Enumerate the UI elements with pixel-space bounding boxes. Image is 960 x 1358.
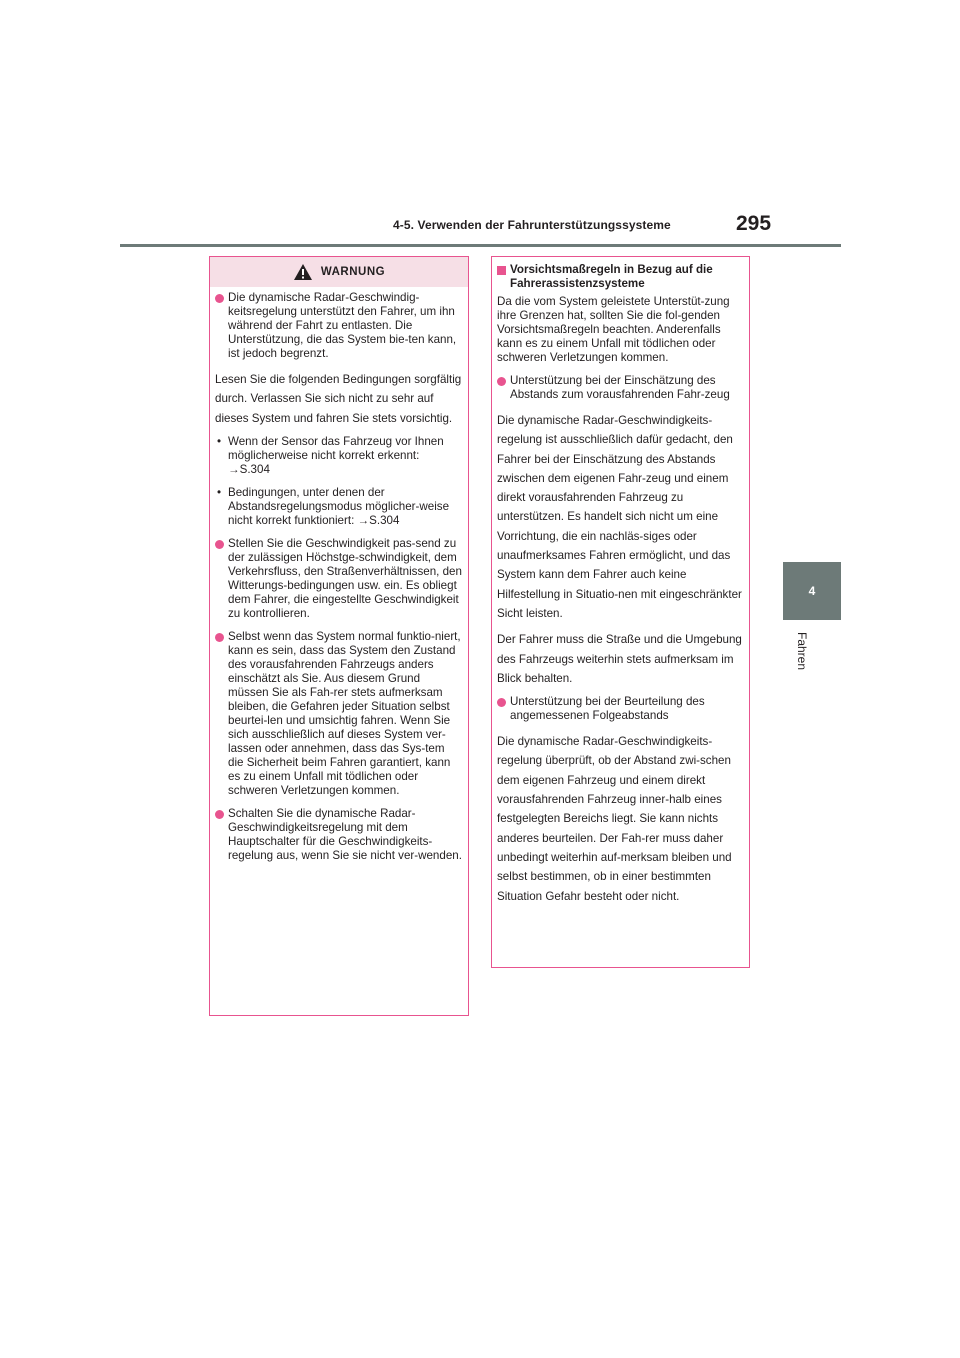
chapter-tab	[783, 562, 841, 620]
info-paragraph: Der Fahrer muss die Straße und die Umgebung des Fahrzeugs weiterhin stets aufmerksam im Blick behalten.	[497, 633, 742, 685]
header-rule	[120, 244, 841, 247]
sub-bullet-mark: •	[217, 434, 222, 448]
warning-sub-text: Bedingungen, unter denen der Abstandsregelungsmodus möglicher-weise nicht korrekt funktioniert: →S.304	[228, 485, 450, 527]
warning-content	[210, 287, 468, 863]
warning-title: WARNUNG	[320, 266, 386, 278]
page-number: 295	[736, 212, 772, 235]
warning-header	[210, 257, 468, 287]
info-paragraph: Die dynamische Radar-Geschwindigkeits-regelung überprüft, ob der Abstand zwi-schen dem eigenen Fahrzeug und einem direkt vorausfahrenden Fahrzeug inner-halb eines festgelegten Bereichs liegt. Sie kann nichts anderes beurteilen. Der Fah-rer muss daher unbedingt weiterhin auf-merksam bleiben und selbst bestimmen, ob in einer bestimmten Situation Gefahr besteht oder nicht.	[497, 735, 732, 903]
warning-bullet: Schalten Sie die dynamische Radar-Geschwindigkeitsregelung mit dem Hauptschalter für die Geschwindigkeits-regelung aus, wenn Sie sie nicht ver-wenden.	[215, 807, 463, 863]
chapter-number: 4	[808, 584, 816, 598]
warning-sub-item	[215, 486, 463, 528]
warning-sub-item	[215, 435, 463, 477]
info-paragraph: Die dynamische Radar-Geschwindigkeits-regelung ist ausschließlich dafür gedacht, den Fahrer bei der Einschätzung des Abstands zwischen dem eigenen Fahr-zeug und einem direkt vorausfahrenden Fahrzeug zu unterstützen. Es handelt sich nicht um eine Vorrichtung, die ein nachläs-siges oder unaufmerksames Fahren ermöglicht, und das System kann dem Fahrer auch keine Hilfestellung in Situatio-nen mit eingeschränkter Sicht leisten.	[497, 414, 742, 620]
warning-sub-text: Wenn der Sensor das Fahrzeug vor Ihnen möglicherweise nicht korrekt erkennt: →S.304	[228, 434, 444, 476]
info-intro: Da die vom System geleistete Unterstüt-zung ihre Grenzen hat, sollten Sie die fol-genden Vorsichtsmaßregeln beachten. Anderenfalls kann es zu einem Unfall mit tödlichen oder schweren Verletzungen kommen.	[497, 295, 730, 364]
warning-triangle-icon	[293, 263, 313, 281]
warning-paragraph: Lesen Sie die folgenden Bedingungen sorgfältig durch. Verlassen Sie sich nicht zu sehr auf dieses System und fahren Sie stets vorsichtig.	[215, 373, 462, 425]
info-bullet: Unterstützung bei der Beurteilung des angemessenen Folgeabstands	[497, 695, 744, 723]
warning-bullet: Selbst wenn das System normal funktio-niert, kann es sein, dass das System den Zustand des vorausfahrenden Fahrzeugs anders einschätzt als Sie. Aus diesem Grund müssen Sie als Fah-rer stets aufmerksam bleiben, die Gefahren jeder Situation selbst beurtei-len und umsichtig fahren. Wenn Sie sich ausschließlich auf dieses System ver-lassen oder annehmen, dass das Sys-tem die Sicherheit beim Fahren garantiert, kann es zu einem Unfall mit tödlichen oder schweren Verletzungen kommen.	[215, 630, 463, 798]
section-heading: Vorsichtsmaßregeln in Bezug auf die Fahrerassistenzsysteme	[497, 263, 744, 291]
info-content	[492, 257, 749, 906]
warning-box	[209, 256, 469, 1016]
header-title: 4-5. Verwenden der Fahrunterstützungssysteme	[393, 218, 671, 232]
sub-bullet-mark: •	[217, 485, 222, 499]
warning-bullet: Die dynamische Radar-Geschwindig-keitsregelung unterstützt den Fahrer, um ihn während der Fahrt zu entlasten. Die Unterstützung, die das System bie-ten kann, ist jedoch begrenzt.	[215, 291, 463, 361]
chapter-label: Fahren	[795, 632, 809, 671]
warning-bullet: Stellen Sie die Geschwindigkeit pas-send zu der zulässigen Höchstge-schwindigkeit, dem Verkehrsfluss, den Straßenverhältnissen, den Witterungs-bedingungen usw. ein. Es obliegt dem Fahrer, die eingestellte Geschwindigkeit zu kontrollieren.	[215, 537, 463, 621]
info-box	[491, 256, 750, 968]
info-bullet: Unterstützung bei der Einschätzung des Abstands zum vorausfahrenden Fahr-zeug	[497, 374, 744, 402]
